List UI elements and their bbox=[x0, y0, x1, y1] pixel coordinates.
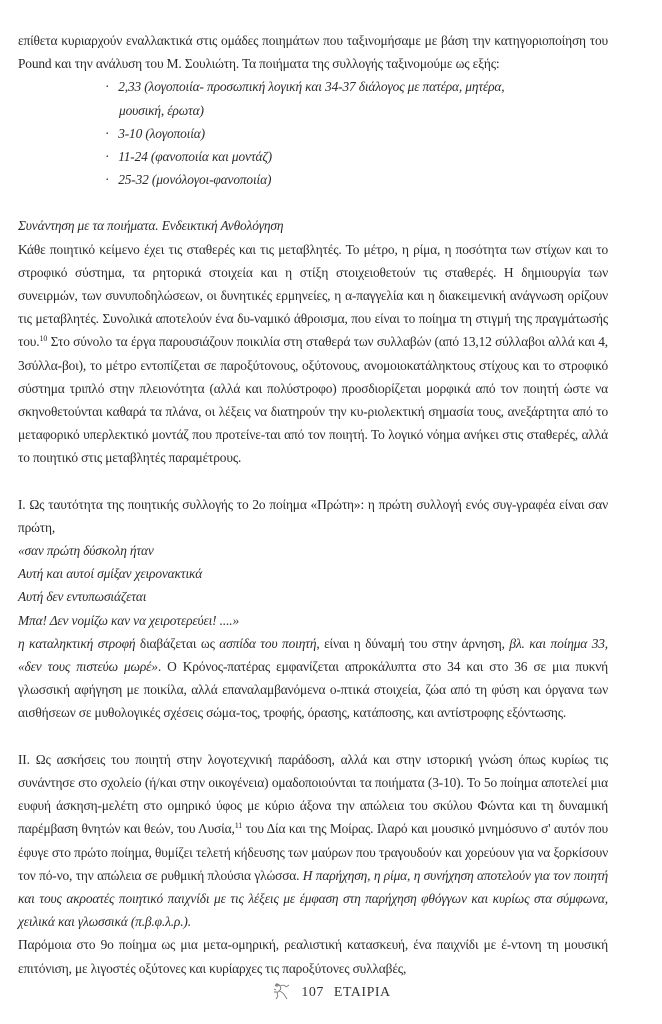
text-run: . Ο Κρόνος-πατέρας εμφανίζεται απροκάλυπτα στο 34 και στο 36 σε μια πυκνή γλωσσική αφήγηση με ποικίλα, αλλά επαναλαμβανόμενα ο-πτικά στοιχεία, ζώα από τη φύση και όργανα των αισθήσεων σε μυθολογικές σχέσεις σώμα-τος, τροφής, όρασης, κατάποσης, και αντίστροφης εξόντωσης. bbox=[18, 659, 608, 721]
bullet: · bbox=[105, 149, 110, 165]
list-item bbox=[105, 168, 608, 191]
spacer bbox=[18, 725, 608, 748]
footnote-ref-11[interactable]: 11 bbox=[234, 821, 243, 831]
text-run: διαβάζεται ως bbox=[135, 635, 220, 651]
text-run: II. Ως ασκήσεις του ποιητή στην λογοτεχνική παράδοση, αλλά και στην ιστορική γνώση όπως κυρίως τις συνάντησε στο σχολείο (ή/και στην οικογένεια) ομαδοποιούνται τα ποιήματα (3-10). Το 5ο ποίημα αποτελεί μια ευφυή άσκηση-μελέτη στο ομηρικό ύφος με κύριο άξονα την απώλεια του σκύλου Φώντα και τη δυναμική παρέμβαση θνητών και θεών, του Λυσία, bbox=[18, 751, 608, 837]
list-item-text: 3-10 (λογοποιία) bbox=[118, 125, 205, 141]
list-item bbox=[105, 145, 608, 168]
list-item-text: 11-24 (φανοποιία και μοντάζ) bbox=[118, 149, 272, 165]
italic-passage: Η παρήχηση, η ρίμα, η συνήχηση αποτελούν για τον ποιητή και τους ακροατές ποιητικό παιχνίδι με τις λέξεις με έμφαση στη παρήχηση φθόγγων και κυρίως στα σύμφωνα, χειλικά και γλωσσικά (π.β.φ.λ.ρ.). bbox=[18, 867, 608, 930]
verse-line: Μπα! Δεν νομίζω καν να χειροτερεύει! ....» bbox=[18, 612, 240, 628]
list-item bbox=[105, 75, 608, 121]
part2-paragraph bbox=[18, 748, 608, 934]
document-page bbox=[18, 29, 608, 980]
intro-paragraph: επίθετα κυριαρχούν εναλλακτικά στις ομάδες ποιημάτων που ταξινομήσαμε με βάση την κατηγοριοποίηση του Pound και την ανάλυση του Μ. Σουλιώτη. Τα ποιήματα της συλλογής ταξινομούμε ως εξής: bbox=[18, 33, 608, 72]
decorative-figure-icon bbox=[271, 980, 293, 1002]
verse-line: Αυτή και αυτοί σμίξαν χειρονακτικά bbox=[18, 566, 203, 582]
classification-list bbox=[18, 75, 608, 191]
verse-line: Αυτή δεν εντυπωσιάζεται bbox=[18, 589, 147, 605]
italic-phrase: η καταληκτική στροφή bbox=[18, 635, 136, 651]
section-heading: Συνάντηση με τα ποιήματα. Ενδεικτική Ανθολόγηση bbox=[18, 218, 284, 234]
section-text-a: Κάθε ποιητικό κείμενο έχει τις σταθερές και τις μεταβλητές. Το μέτρο, η ρίμα, η ποσότητα των στίχων και το στροφικό σύστημα, τα ρητορικά στοιχεία και η στίξη στοιχειοθετούν τις σταθερές. Η δημιουργία των συνειρμών, των συνυποδηλώσεων, οι δυνητικές ερμηνείες, η α-παγγελία και η διακειμενική ανάγνωση ορίζουν τις μεταβλητές. Συνολικά αποτελούν ένα δυ-ναμικό άθροισμα, που είναι το ποίημα τη στιγμή της πραγμάτωσής του. bbox=[18, 241, 608, 350]
text-run: του Δία και της Μοίρας. Ιλαρό και μουσικό μνημόσυνο σ' αυτόν που έφυγε στο πρώτο ποίημα, θυμίζει τελετή κήδευσης των μαύρων που τραγουδούν και χορεύουν για να ξορκίσουν τον πό-νο, την απώλεια σε ρυθμική πλούσια γλώσσα. bbox=[18, 821, 608, 883]
part1-intro: I. Ως ταυτότητα της ποιητικής συλλογής το 2ο ποίημα «Πρώτη»: η πρώτη συλλογή ενός συγ-γραφέα είναι σαν πρώτη, bbox=[18, 496, 608, 535]
page-number: 107 bbox=[301, 985, 324, 1000]
section-text-b: Στο σύνολο τα έργα παρουσιάζουν ποικιλία στη σταθερά των συλλαβών (από 13,12 σύλλαβοι αλλά και 4, 3σύλλα-βοι), το μέτρο εντοπίζεται σε παροξύτονους, οξύτονους, ανομοιοκατάληκτους στίχους και το στροφικό σύστημα τριπλό στην πλειονότητα (αλλά και πολύστροφο) προσδιορίζεται μορφικά από τον ποιητή ώστε να σκηνοθετούνται καθαρά τα πλάνα, οι λέξεις να διατηρούν την κυ-ριολεκτική σημασία τους, ανεξάρτητα από το μεταφορικό υπερλεκτικό μοντάζ που προτείνε-ται από τον ποιητή. Το λογικό νόημα ανήκει στις σταθερές, αλλά το ποιητικό στις μεταβλητές παραμέτρους. bbox=[18, 334, 608, 466]
bullet: · bbox=[105, 79, 110, 95]
list-item-continuation: μουσική, έρωτα) bbox=[119, 102, 204, 118]
bullet: · bbox=[105, 125, 110, 141]
part2-continuation: Παρόμοια στο 9ο ποίημα ως μια μετα-ομηρική, ρεαλιστική κατασκευή, ένα παιχνίδι με έ-ντονη τη μουσική επιτόνιση, με λιγοστές οξύτονες και κυρίαρχες τις παροξύτονες συλλαβές, bbox=[18, 937, 608, 976]
part1-commentary bbox=[18, 632, 608, 725]
spacer bbox=[18, 191, 608, 214]
list-item bbox=[105, 122, 608, 145]
list-item-text: 2,33 (λογοποιία- προσωπική λογική και 34-37 διάλογος με πατέρα, μητέρα, bbox=[118, 79, 505, 95]
spacer bbox=[18, 470, 608, 493]
italic-phrase: βλ. και ποίημα 33, «δεν τους πιστεύω μωρέ» bbox=[18, 635, 609, 675]
section-paragraph bbox=[18, 238, 608, 470]
bullet: · bbox=[105, 172, 110, 188]
text-run: , είναι η δύναμή του στην άρνηση, bbox=[316, 635, 505, 651]
page-footer bbox=[0, 980, 662, 1002]
list-item-text: 25-32 (μονόλογοι-φανοποιία) bbox=[118, 172, 272, 188]
publication-name: ΕΤΑΙΡΙΑ bbox=[333, 985, 391, 1000]
verse-line: «σαν πρώτη δύσκολη ήταν bbox=[18, 543, 154, 559]
italic-phrase: ασπίδα του ποιητή bbox=[219, 635, 317, 651]
footnote-ref-10[interactable]: 10 bbox=[39, 334, 48, 344]
